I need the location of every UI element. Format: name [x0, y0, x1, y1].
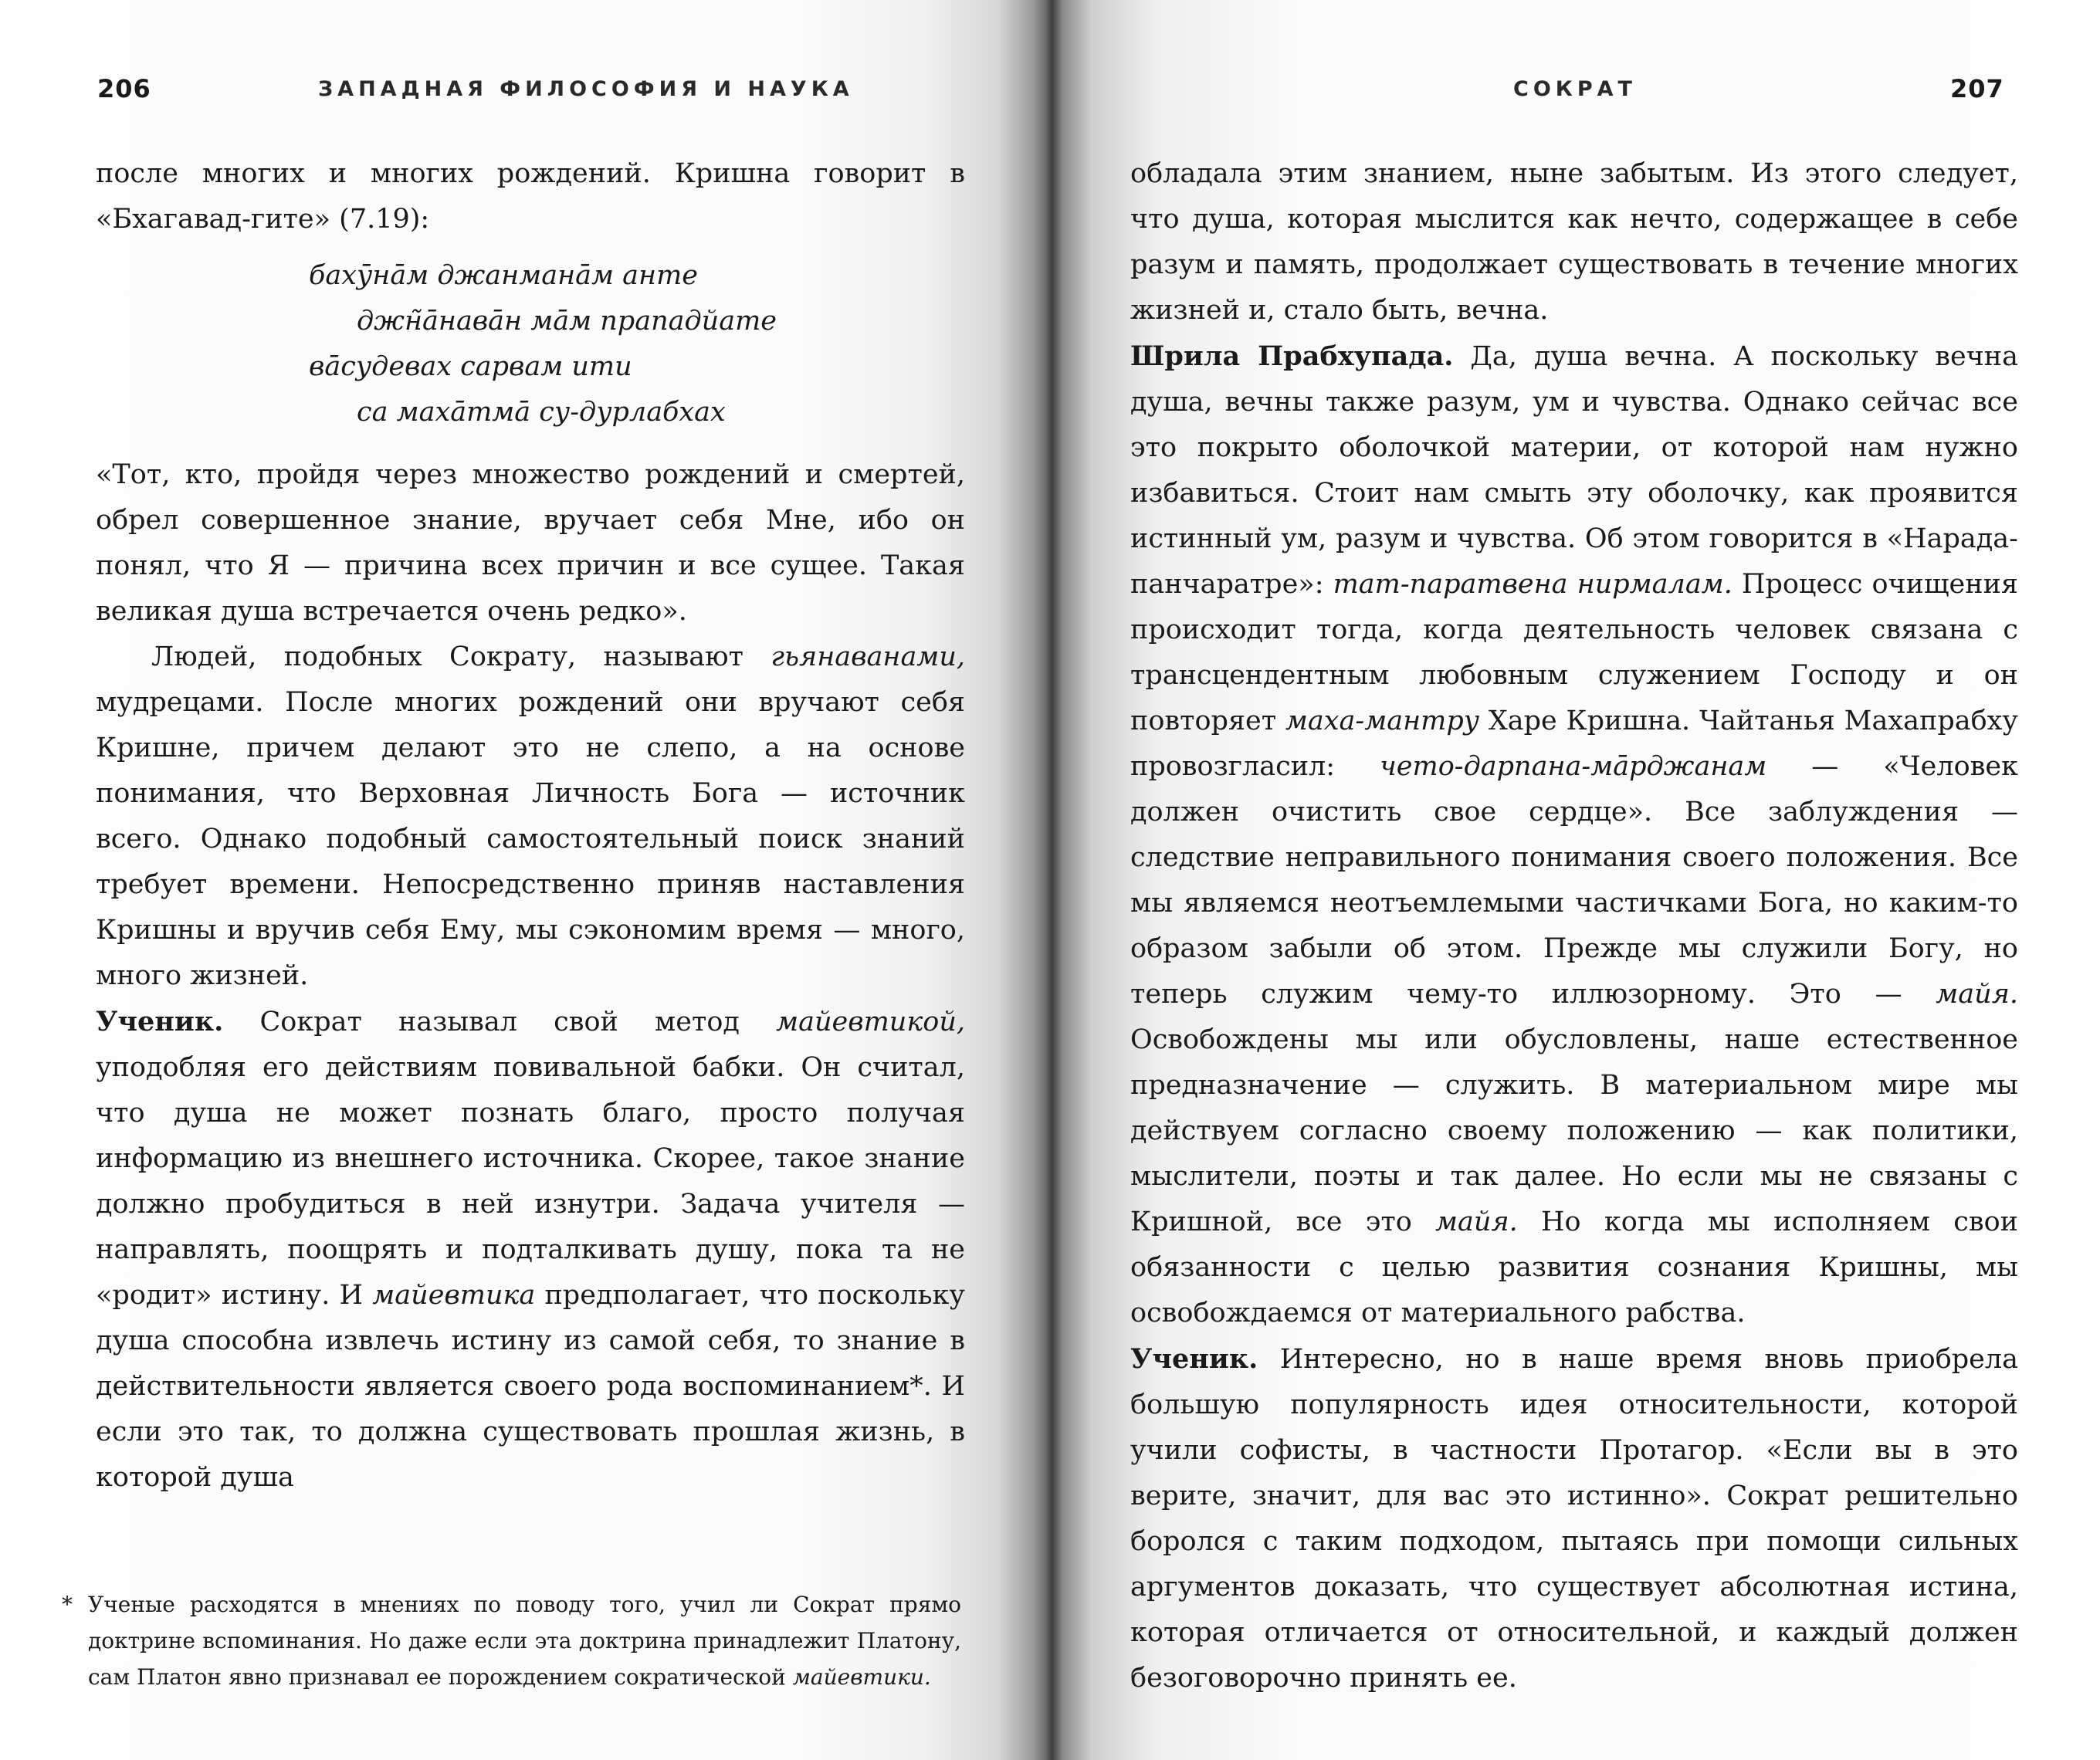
- sanskrit-term: майя.: [1936, 979, 2018, 1010]
- paragraph-translation: «Тот, кто, пройдя через множество рождений и смертей, обрел совершенное знание, вручает себя Мне, ибо он понял, что Я — причина всех причин и все сущее. Такая великая душа встречается очень редко».: [96, 459, 965, 627]
- speaker-label: Шрила Прабхупада.: [1130, 340, 1454, 372]
- sanskrit-term: маха-мантру: [1285, 706, 1480, 736]
- term-maieutics: майевтика: [372, 1280, 536, 1311]
- footnote: * Ученые расходятся в мнениях по поводу того, учил ли Сократ прямо доктрине вспоминания. Но даже если эта доктрина принадлежит Платону, сам Платон явно признавал ее порождением сократической майевтики.: [62, 1586, 961, 1695]
- running-head: СОКРАТ: [1513, 77, 1637, 101]
- verse-line: ва̄судевах сарвам ити: [309, 351, 632, 382]
- paragraph-intro: после многих и многих рождений. Кришна говорит в «Бхагавад-гите» (7.19):: [96, 158, 965, 235]
- page-number: 207: [1950, 74, 2004, 103]
- verse-block: [96, 253, 965, 435]
- verse-line: джн̃а̄нава̄н ма̄м прападйате: [357, 306, 777, 337]
- paragraph-prabhupada: Шрила Прабхупада. Да, душа вечна. А поскольку вечна душа, вечны также разум, ум и чувства. Однако сейчас все это покрыто оболочкой материи, от которой нам нужно избавиться. Стоит нам смыть эту оболочку, как проявится истинный ум, разум и чувства. Об этом говорится в «Нарада-панчаратре»: тат-паратвена нирмалам. Процесс очищения происходит тогда, когда деятельность человек связана с трансцендентным любовным служением Господу и он повторяет маха-мантру Харе Кришна. Чайтанья Махапрабху провозгласил: чето-дарпана-ма̄рджанам — «Человек должен очистить свое сердце». Все заблуждения — следствие неправильного понимания своего положения. Все мы являемся неотъемлемыми частичками Бога, но каким-то образом забыли об этом. Прежде мы служили Богу, но теперь служим чему-то иллюзорному. Это — майя. Освобождены мы или обусловлены, наше естественное предназначение — служить. В материальном мире мы действуем согласно своему положению — как политики, мыслители, поэты и так далее. Но если мы не связаны с Кришной, все это майя. Но когда мы исполняем свои обязанности с целью развития сознания Кришны, мы освобождаемся от материального рабства.: [1130, 340, 2018, 1328]
- footnote-mark: *: [62, 1592, 73, 1617]
- speaker-label: Ученик.: [96, 1006, 224, 1037]
- paragraph-continuation: обладала этим знанием, ныне забытым. Из этого следует, что душа, которая мыслится как нечто, содержащее в себе разум и память, продолжает существовать в течение многих жизней и, стало быть, вечна.: [1130, 158, 2018, 326]
- term-maieutics: майевтики.: [792, 1664, 931, 1690]
- running-head: ЗАПАДНАЯ ФИЛОСОФИЯ И НАУКА: [318, 77, 854, 101]
- sanskrit-term: чето-дарпана-ма̄рджанам: [1380, 751, 1767, 782]
- left-text-block: [96, 151, 965, 1501]
- sanskrit-term: гьянаванами,: [771, 641, 965, 672]
- sanskrit-term: майя.: [1435, 1207, 1518, 1237]
- paragraph-student: Ученик. Интересно, но в наше время вновь приобрела большую популярность идея относительности, которой учили софисты, в частности Протагор. «Если вы в это верите, значит, для вас это истинно». Сократ решительно боролся с таким подходом, пытаясь при помощи сильных аргументов доказать, что существует абсолютная истина, которая отличается от относительной, и каждый должен безоговорочно принять ее.: [1130, 1343, 2018, 1694]
- verse-line: бахӯна̄м джанмана̄м анте: [309, 260, 698, 291]
- sanskrit-term: тат-паратвена нирмалам.: [1333, 569, 1732, 600]
- paragraph-student: Ученик. Сократ называл свой метод майевтикой, уподобляя его действиям повивальной бабки. Он считал, что душа не может познать благо, просто получая информацию из внешнего источника. Скорее, такое знание должно пробудиться в ней изнутри. Задача учителя — направлять, поощрять и подталкивать душу, пока та не «родит» истину. И майевтика предполагает, что поскольку душа способна извлечь истину из самой себя, то знание в действительности является своего рода воспоминанием*. И если это так, то должна существовать прошлая жизнь, в которой душа: [96, 1006, 965, 1493]
- page-number: 206: [97, 74, 151, 103]
- verse-line: са маха̄тма̄ су-дурлабхах: [357, 397, 726, 428]
- term-maieutics: майевтикой,: [776, 1007, 965, 1037]
- speaker-label: Ученик.: [1130, 1343, 1258, 1375]
- right-page: [1050, 0, 2100, 1760]
- paragraph-gyanavan: Людей, подобных Сократу, называют гьянаванами, мудрецами. После многих рождений они вручают себя Кришне, причем делают это не слепо, а на основе понимания, что Верховная Личность Бога — источник всего. Однако подобный самостоятельный поиск знаний требует времени. Непосредственно приняв наставления Кришны и вручив себя Ему, мы сэкономим время — много, много жизней.: [96, 641, 965, 991]
- right-text-block: [1130, 151, 2018, 1701]
